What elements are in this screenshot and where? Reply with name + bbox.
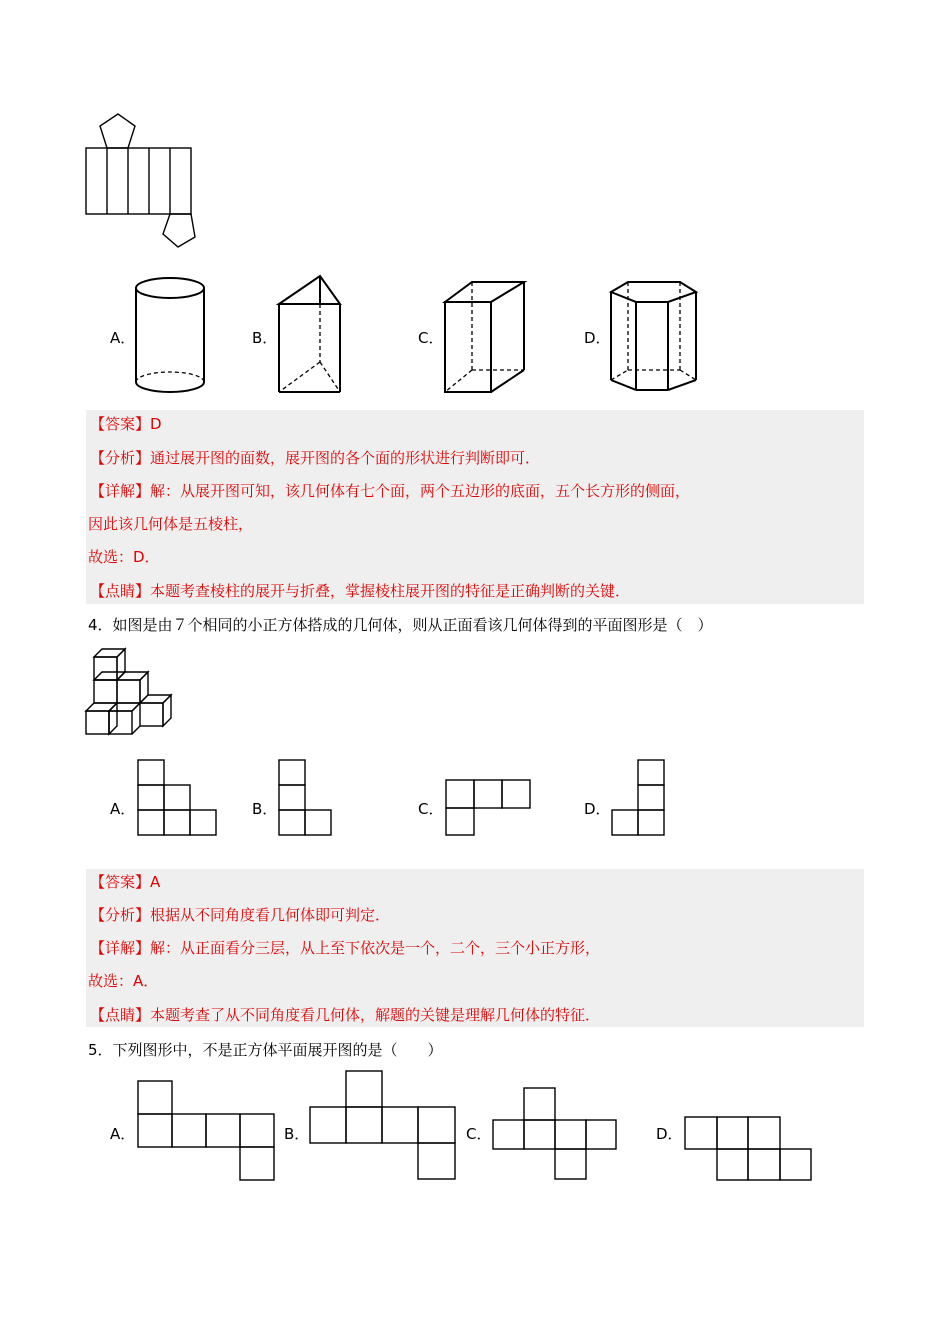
q3-solution-box [86, 410, 864, 604]
q4-answer: 【答案】A [90, 873, 161, 891]
q3-detail: 【详解】解：从展开图可知，该几何体有七个面，两个五边形的底面，五个长方形的侧面， [90, 482, 691, 500]
q4-detail: 【详解】解：从正面看分三层，从上至下依次是一个，二个，三个小正方形， [90, 939, 601, 957]
q3-analysis: 【分析】通过展开图的面数，展开图的各个面的形状进行判断即可． [90, 449, 541, 467]
q5-option-b-label[interactable]: B． [284, 1125, 310, 1143]
triangular-prism-figure[interactable] [276, 274, 346, 396]
q4-choice: 故选：A． [88, 972, 159, 990]
q5-option-c-label[interactable]: C． [466, 1125, 492, 1143]
pentagonal-prism-figure[interactable] [608, 280, 702, 396]
q4-option-b-view[interactable] [278, 759, 334, 839]
q5-option-c-net[interactable] [492, 1087, 620, 1183]
q5-option-d-net[interactable] [684, 1116, 816, 1184]
cylinder-figure[interactable] [134, 276, 208, 396]
q4-option-d-label[interactable]: D． [584, 800, 611, 818]
q5-option-a-net[interactable] [137, 1080, 277, 1184]
q3-detail-2: 因此该几何体是五棱柱， [88, 515, 254, 533]
q5-stem: 5．下列图形中，不是正方体平面展开图的是（ ） [88, 1041, 443, 1059]
stacked-cubes-figure [86, 648, 178, 738]
rectangular-prism-figure[interactable] [442, 280, 530, 396]
q5-option-d-label[interactable]: D． [656, 1125, 683, 1143]
q4-analysis: 【分析】根据从不同角度看几何体即可判定． [90, 906, 391, 924]
q3-option-a-label[interactable]: A． [110, 329, 136, 347]
q4-option-c-view[interactable] [445, 779, 535, 839]
q4-option-d-view[interactable] [611, 759, 667, 839]
q4-option-a-label[interactable]: A． [110, 800, 136, 818]
q4-comment: 【点睛】本题考查了从不同角度看几何体，解题的关键是理解几何体的特征． [90, 1006, 601, 1024]
q3-choice: 故选：D． [88, 548, 160, 566]
q5-option-a-label[interactable]: A． [110, 1125, 136, 1143]
q4-stem: 4．如图是由７个相同的小正方体搭成的几何体，则从正面看该几何体得到的平面图形是（ ） [88, 616, 713, 634]
q4-option-b-label[interactable]: B． [252, 800, 278, 818]
q4-solution-box [86, 869, 864, 1027]
q4-option-c-label[interactable]: C． [418, 800, 444, 818]
q4-option-a-view[interactable] [137, 759, 217, 839]
q3-option-c-label[interactable]: C． [418, 329, 444, 347]
pentagonal-prism-net-figure [80, 110, 210, 250]
q3-option-d-label[interactable]: D． [584, 329, 611, 347]
q3-answer: 【答案】D [90, 415, 162, 433]
q3-comment: 【点睛】本题考查棱柱的展开与折叠，掌握棱柱展开图的特征是正确判断的关键． [90, 582, 631, 600]
q3-option-b-label[interactable]: B． [252, 329, 278, 347]
q5-option-b-net[interactable] [309, 1070, 461, 1182]
